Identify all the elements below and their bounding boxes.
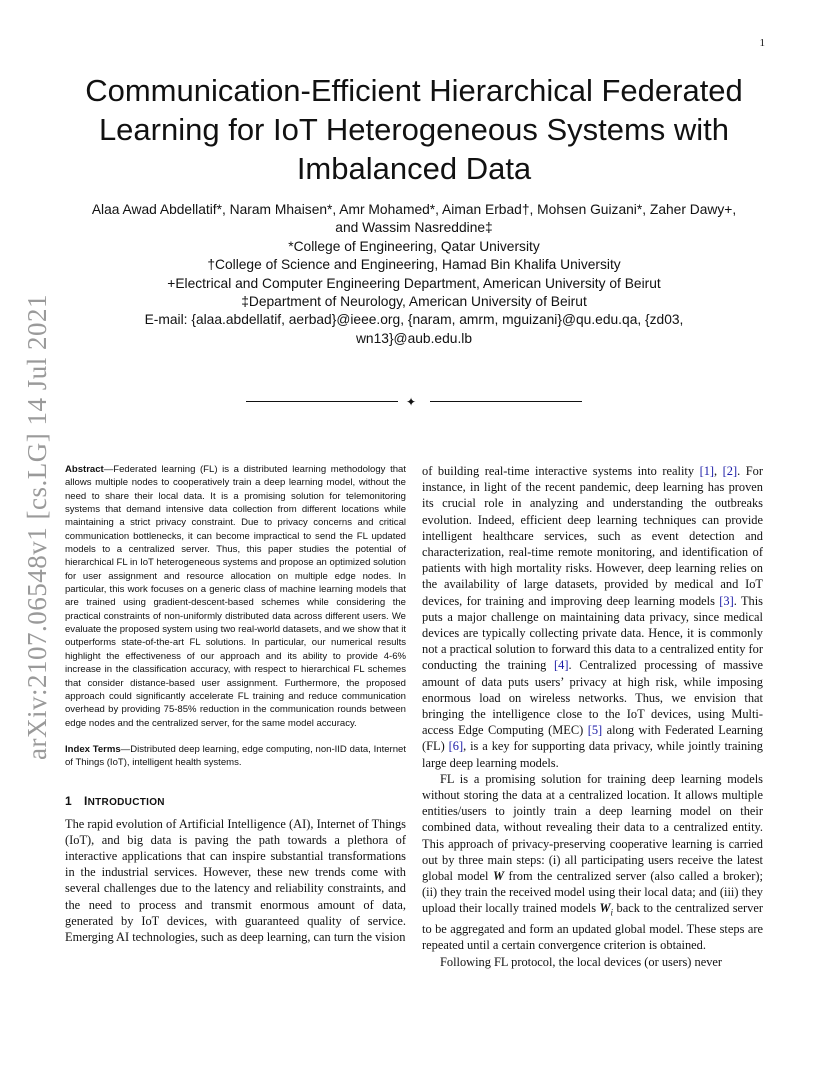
- affiliation-4: ‡Department of Neurology, American University of Beirut: [241, 294, 587, 310]
- citation-link[interactable]: [4]: [554, 658, 569, 673]
- text-run: along with Federated Learning (FL): [422, 723, 763, 754]
- text-run: . This puts a major challenge on maintaining data privacy, since medical devices are typically collecting private data. Hence, it is commonly not a practical solution to forward this data to a centralized entity for conducting the training: [422, 593, 763, 673]
- abstract: [65, 463, 406, 730]
- author-block: [40, 201, 788, 348]
- section-title-rest: NTRODUCTION: [87, 796, 165, 808]
- intro-paragraph-1: The rapid evolution of Artificial Intelligence (AI), Internet of Things (IoT), and big data is paving the path towards a plethora of interactive applications that can inspire substantial transformations in the industrial services. However, these new trends come with several challenges due to the latency and reliability constraints, and the need to process and transmit enormous amount of data, generated by IoT devices, with guaranteed quality of service. Emerging AI technologies, such as deep learning, can turn the vision: [65, 816, 406, 944]
- citation-link[interactable]: [6]: [448, 739, 464, 754]
- text-run: . For instance, in light of the recent pandemic, deep learning has proven its crucial role in analyzing and understanding the outbreaks evolution. Indeed, efficient deep learning techniques can provide intelligent healthcare services, such as event detection and characterization, real-time remote monitoring, and identification of patients with high mortality risks. However, deep learning relies on the availability of large datasets, provided by medical and IoT devices, for training and improving deep learning models: [422, 464, 763, 608]
- index-terms-text: —Distributed deep learning, edge computing, non-IID data, Internet of Things (IoT), intelligent health systems.: [65, 743, 406, 769]
- section-heading-introduction: [65, 794, 406, 808]
- left-column: [65, 463, 406, 945]
- divider-line-right: [430, 401, 582, 402]
- intro-paragraph-2: [422, 771, 763, 954]
- section-title-initial: I: [83, 793, 88, 808]
- arxiv-id: arXiv:2107.06548v1 [cs.LG] 14 Jul 2021: [22, 294, 52, 760]
- index-terms: [65, 743, 406, 770]
- affiliation-2: †College of Science and Engineering, Hamad Bin Khalifa University: [207, 257, 621, 273]
- email-line-2: wn13}@aub.edu.lb: [355, 330, 473, 346]
- math-symbol-local-model: W: [599, 901, 611, 916]
- right-column: [422, 463, 763, 970]
- text-run: , is a key for supporting data privacy, while jointly training large deep learning models.: [422, 739, 764, 770]
- citation-link[interactable]: [2]: [722, 464, 738, 478]
- affiliation-3: +Electrical and Computer Engineering Department, American University of Beirut: [167, 275, 661, 291]
- paper-title: Communication-Efficient Hierarchical Federated Learning for IoT Heterogeneous Systems with Imbalanced Data: [85, 73, 743, 186]
- affiliation-1: *College of Engineering, Qatar University: [288, 238, 540, 254]
- citation-link[interactable]: [5]: [587, 723, 603, 738]
- divider-diamond-icon: ✦: [406, 395, 417, 409]
- author-list-line-1: Alaa Awad Abdellatif*, Naram Mhaisen*, Amr Mohamed*, Aiman Erbad†, Mohsen Guizani*, Zaher Dawy+,: [91, 202, 737, 217]
- text-run: FL is a promising solution for training deep learning models without storing the data at a centralized location. It allows multiple entities/users to jointly train a deep learning model on their combined data, without revealing their data to a centralized entity. This approach of privacy-preserving cooperative learning is carried out by three main steps: (i) all participating users receive the latest global model: [422, 771, 763, 884]
- intro-paragraph-continued: [422, 463, 763, 771]
- citation-link[interactable]: [3]: [719, 593, 734, 608]
- abstract-label: Abstract: [65, 464, 104, 475]
- page-number: 1: [759, 37, 765, 49]
- text-run: . Centralized processing of massive amount of data puts users’ privacy at high risk, while imposing enormous load on wireless networks. Thus, we envision that bringing the intelligence close to the IoT devices, using Multi-access Edge Computing (MEC): [422, 658, 763, 738]
- author-list-line-2: and Wassim Nasreddine‡: [335, 220, 493, 236]
- section-number: 1: [65, 793, 72, 808]
- citation-link[interactable]: [1]: [699, 464, 715, 478]
- text-run: ,: [714, 464, 723, 478]
- text-run: of building real-time interactive systems into reality: [422, 464, 700, 478]
- math-symbol-global-model: W: [492, 869, 504, 884]
- abstract-text: —Federated learning (FL) is a distributed learning methodology that allows multiple nodes to cooperatively train a deep learning model, without the need to share their local data. It is a promising solution for telemonitoring systems that demand intensive data collection from different locations while maintaining a strict privacy constraint. Due to privacy concerns and critical communication bottlenecks, it can become impractical to send the FL updated models to a centralized server. Thus, this paper studies the potential of hierarchical FL in IoT heterogeneous systems and propose an optimized solution for user assignment and resource allocation on multiple edge nodes. In particular, this work focuses on a generic class of machine learning models that are trained using gradient-descent-based schemes while considering the practical constraints of non-uniformly distributed data across different users. We evaluate the proposed system using two real-world datasets, and we show that it outperforms state-of-the-art FL solutions. In particular, our numerical results highlight the effectiveness of our approach and its ability to provide 4-6% increase in the classification accuracy, with respect to hierarchical FL schemes that consider distance-based user assignment. Furthermore, the proposed approach could significantly accelerate FL training and reduce communication overhead by providing 75-85% reduction in the communication rounds between edge nodes and the centralized server, for the same model accuracy.: [65, 464, 406, 729]
- section-divider: [246, 395, 582, 409]
- text-run: from the centralized server (also called a broker); (ii) they train the received model using their local data; and (iii) they upload their locally trained models: [422, 869, 763, 916]
- email-line-1: E-mail: {alaa.abdellatif, aerbad}@ieee.org, {naram, amrm, mguizani}@qu.edu.qa, {zd03,: [144, 312, 684, 328]
- math-subscript: i: [610, 907, 614, 918]
- divider-line-left: [246, 401, 398, 402]
- text-run: back to the centralized server to be aggregated and form an updated global model. These steps are repeated until a certain convergence criterion is obtained.: [422, 901, 763, 953]
- intro-paragraph-3: Following FL protocol, the local devices (or users) never: [440, 954, 723, 969]
- index-terms-label: Index Terms: [65, 743, 121, 755]
